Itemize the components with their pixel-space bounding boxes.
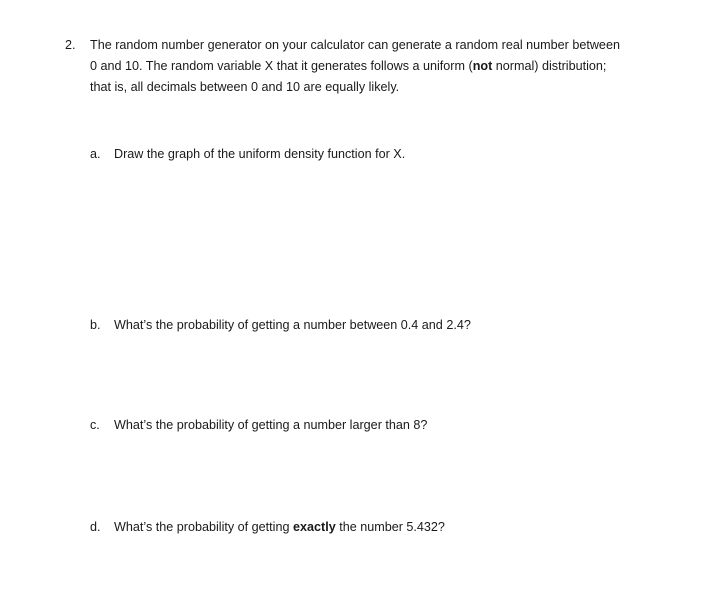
emphasis-not: not <box>472 59 493 73</box>
part-b-text: What’s the probability of getting a number between 0.4 and 2.4? <box>114 318 471 332</box>
problem-line-1: The random number generator on your calculator can generate a random real number between <box>90 38 620 52</box>
problem-statement <box>90 35 675 98</box>
question-part-b <box>90 315 471 336</box>
part-a-text: Draw the graph of the uniform density function for X. <box>114 147 406 161</box>
part-d-text-end: the number 5.432? <box>335 520 445 534</box>
part-c-letter: c. <box>90 418 100 432</box>
part-b-letter: b. <box>90 318 101 332</box>
problem-line-2-end: normal) distribution; <box>492 59 607 73</box>
problem-line-3: that is, all decimals between 0 and 10 are equally likely. <box>90 80 400 94</box>
problem-line-2-start: 0 and 10. The random variable X that it generates follows a uniform ( <box>90 59 473 73</box>
problem-line-2 <box>90 56 675 77</box>
part-d-letter: d. <box>90 520 101 534</box>
part-c-text: What’s the probability of getting a number larger than 8? <box>114 418 428 432</box>
question-part-d <box>90 517 445 538</box>
part-a-letter: a. <box>90 147 101 161</box>
emphasis-exactly: exactly <box>292 520 336 534</box>
question-part-a <box>90 144 405 165</box>
part-d-text-start: What’s the probability of getting <box>114 520 293 534</box>
question-part-c <box>90 415 427 436</box>
problem-number: 2. <box>65 38 76 52</box>
